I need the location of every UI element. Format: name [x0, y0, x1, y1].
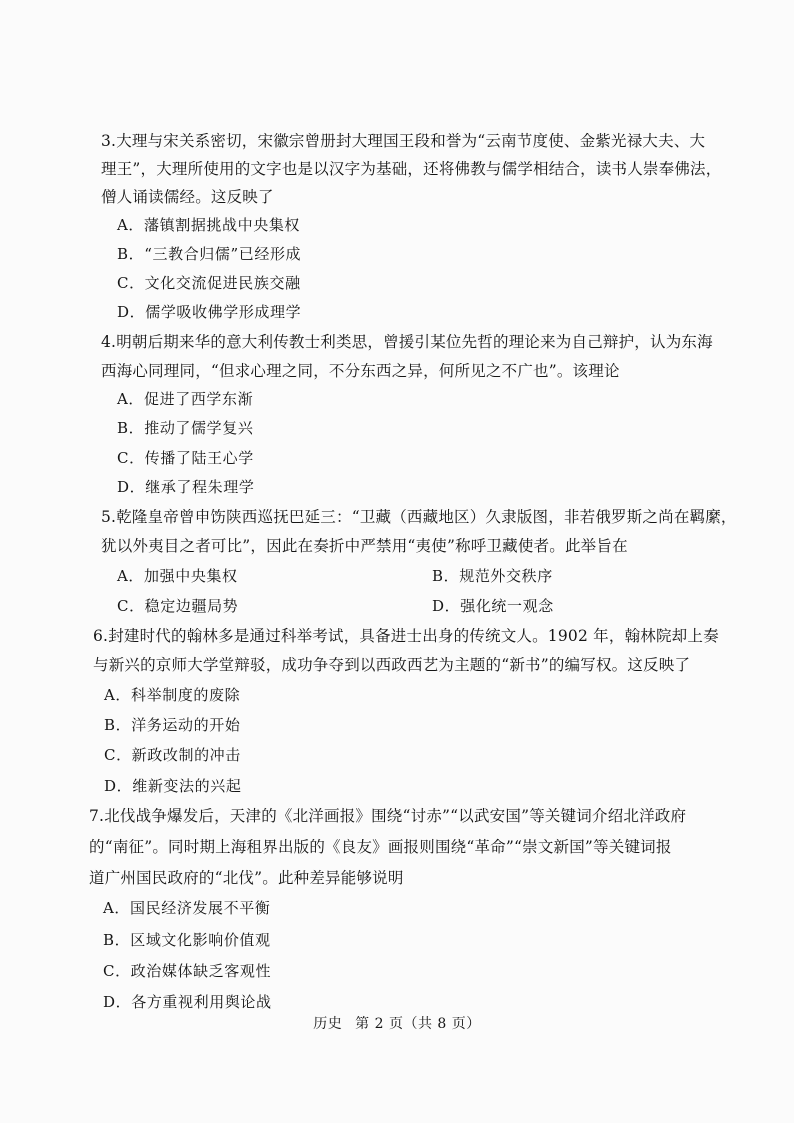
question-3-option-c: C．文化交流促进民族交融	[117, 274, 301, 292]
question-7-option-a: A．国民经济发展不平衡	[103, 899, 271, 917]
question-3-stem-line-3: 僧人诵读儒经。这反映了	[101, 188, 274, 206]
question-5-stem-line-2: 犹以外夷目之者可比”，因此在奏折中严禁用“夷使”称呼卫藏使者。此举旨在	[101, 537, 628, 555]
question-7-option-b: B．区域文化影响价值观	[103, 931, 271, 949]
question-3-option-a: A．藩镇割据挑战中央集权	[117, 216, 301, 234]
question-3-option-d: D．儒学吸收佛学形成理学	[117, 303, 302, 321]
question-5-option-a: A．加强中央集权	[117, 567, 238, 585]
question-7-stem-line-1: 7.北伐战争爆发后，天津的《北洋画报》围绕“讨赤”“以武安国”等关键词介绍北洋政府	[89, 807, 687, 825]
question-6-stem-line-2: 与新兴的京师大学堂辩驳，成功争夺到以西政西艺为主题的“新书”的编写权。这反映了	[93, 656, 691, 674]
question-number: 5.	[101, 508, 117, 526]
question-4-option-d: D．继承了程朱理学	[117, 478, 255, 496]
question-5-option-c: C．稳定边疆局势	[117, 597, 239, 615]
question-4-stem-line-1: 4.明朝后期来华的意大利传教士利类思，曾援引某位先哲的理论来为自己辩护，认为东海	[101, 333, 713, 351]
question-6-option-c: C．新政改制的冲击	[104, 746, 241, 764]
question-4-stem-line-2: 西海心同理同，“但求心理之同，不分东西之异，何所见之不广也”。该理论	[101, 362, 620, 380]
question-6-option-a: A．科举制度的废除	[104, 686, 241, 704]
question-3-option-b: B．“三教合归儒”已经形成	[117, 245, 302, 263]
question-number: 3.	[101, 132, 117, 150]
question-number: 4.	[101, 333, 117, 351]
question-number: 7.	[89, 807, 105, 825]
question-number: 6.	[93, 627, 109, 645]
footer-page-number: 第 2 页（共 8 页）	[355, 1016, 481, 1032]
question-4-option-c: C．传播了陆王心学	[117, 449, 254, 467]
question-4-option-a: A．促进了西学东渐	[117, 390, 254, 408]
question-5-option-b: B．规范外交秩序	[432, 567, 553, 585]
page-footer	[0, 1014, 794, 1034]
question-3-stem-line-2: 理王”，大理所使用的文字也是以汉字为基础，还将佛教与儒学相结合，读书人崇奉佛法，	[101, 160, 722, 178]
question-6-stem-line-1: 6.封建时代的翰林多是通过科举考试，具备进士出身的传统文人。1902 年，翰林院却上奏	[93, 627, 719, 645]
question-6-option-b: B．洋务运动的开始	[104, 716, 241, 734]
question-3-stem-line-1: 3.大理与宋关系密切，宋徽宗曾册封大理国王段和誉为“云南节度使、金紫光禄大夫、大	[101, 132, 706, 150]
question-7-stem-line-3: 道广州国民政府的“北伐”。此种差异能够说明	[89, 869, 404, 887]
question-6-option-d: D．维新变法的兴起	[104, 777, 242, 795]
question-7-option-d: D．各方重视利用舆论战	[103, 993, 272, 1011]
question-7-stem-line-2: 的“南征”。同时期上海租界出版的《良友》画报则围绕“革命”“崇文新国”等关键词报	[89, 838, 672, 856]
question-4-option-b: B．推动了儒学复兴	[117, 419, 254, 437]
question-7-option-c: C．政治媒体缺乏客观性	[103, 962, 272, 980]
question-5-option-d: D．强化统一观念	[432, 597, 554, 615]
question-5-stem-line-1: 5.乾隆皇帝曾申饬陕西巡抚巴延三：“卫藏（西藏地区）久隶版图，非若俄罗斯之尚在羁縻，	[101, 508, 737, 526]
footer-subject: 历史	[313, 1016, 343, 1032]
